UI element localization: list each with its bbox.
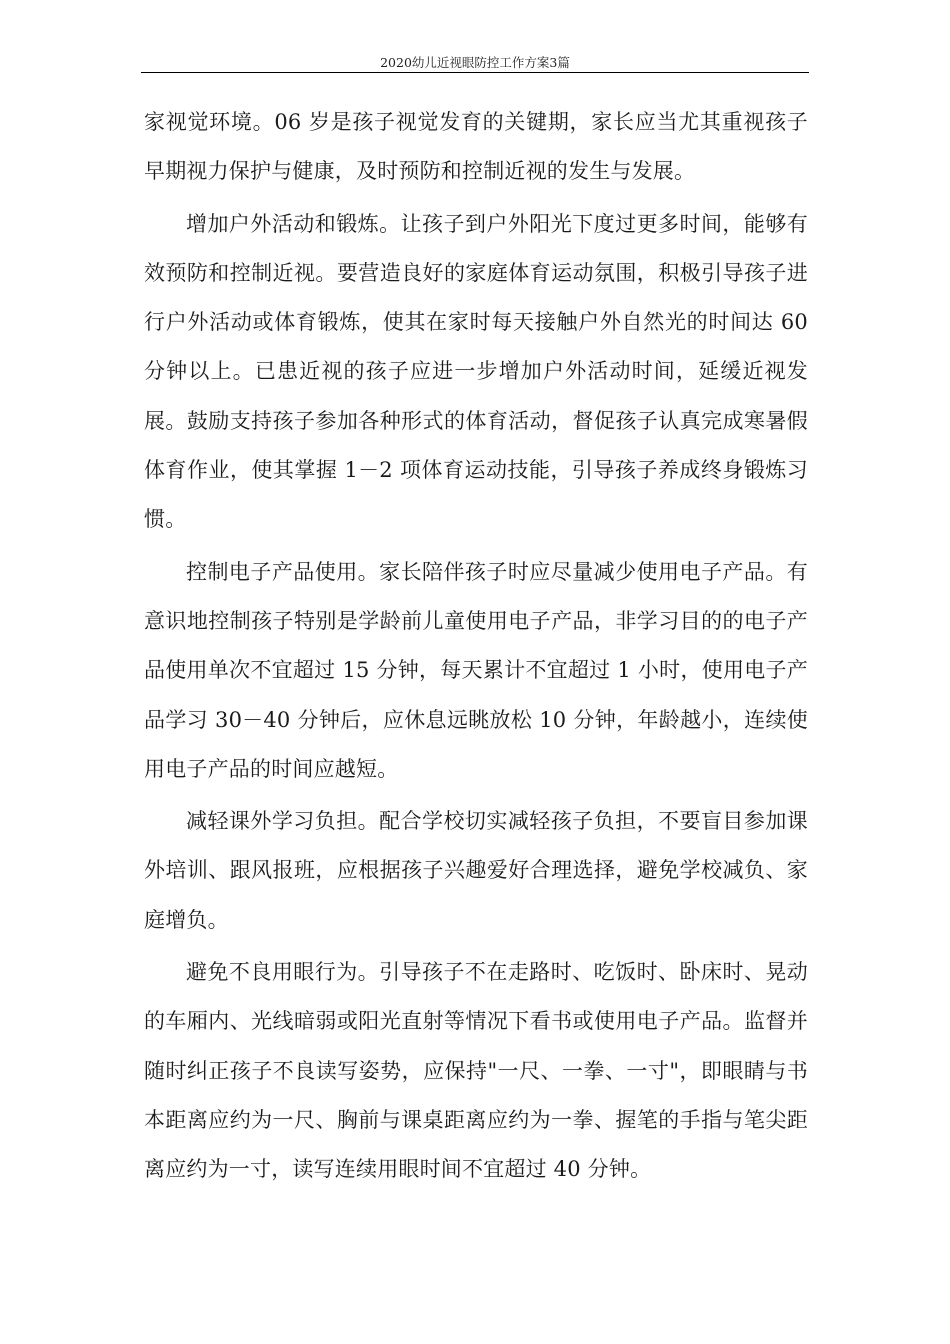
header-divider xyxy=(141,72,809,73)
paragraph-eye-habits: 避免不良用眼行为。引导孩子不在走路时、吃饭时、卧床时、晃动的车厢内、光线暗弱或阳光直射等情况下看书或使用电子产品。监督并随时纠正孩子不良读写姿势，应保持"一尺、一拳、一寸"，即眼睛与书本距离应约为一尺、胸前与课桌距离应约为一拳、握笔的手指与笔尖距离应约为一寸，读写连续用眼时间不宜超过 40 分钟。 xyxy=(144,960,808,1182)
paragraph-study-burden: 减轻课外学习负担。配合学校切实减轻孩子负担，不要盲目参加课外培训、跟风报班，应根据孩子兴趣爱好合理选择，避免学校减负、家庭增负。 xyxy=(144,809,808,932)
running-header: 2020幼儿近视眼防控工作方案3篇 xyxy=(380,55,570,70)
document-body xyxy=(144,98,808,1198)
paragraph-continuation: 家视觉环境。06 岁是孩子视觉发育的关键期，家长应当尤其重视孩子早期视力保护与健康，及时预防和控制近视的发生与发展。 xyxy=(144,110,808,184)
paragraph-electronic-devices: 控制电子产品使用。家长陪伴孩子时应尽量减少使用电子产品。有意识地控制孩子特别是学龄前儿童使用电子产品，非学习目的的电子产品使用单次不宜超过 15 分钟，每天累计不宜超过 1 小时，使用电子产品学习 30－40 分钟后，应休息远眺放松 10 分钟，年龄越小，连续使用电子产品的时间应越短。 xyxy=(144,559,808,781)
paragraph-outdoor-activity: 增加户外活动和锻炼。让孩子到户外阳光下度过更多时间，能够有效预防和控制近视。要营造良好的家庭体育运动氛围，积极引导孩子进行户外活动或体育锻炼，使其在家时每天接触户外自然光的时间达 60 分钟以上。已患近视的孩子应进一步增加户外活动时间，延缓近视发展。鼓励支持孩子参加各种形式的体育活动，督促孩子认真完成寒暑假体育作业，使其掌握 1－2 项体育运动技能，引导孩子养成终身锻炼习惯。 xyxy=(144,211,808,532)
